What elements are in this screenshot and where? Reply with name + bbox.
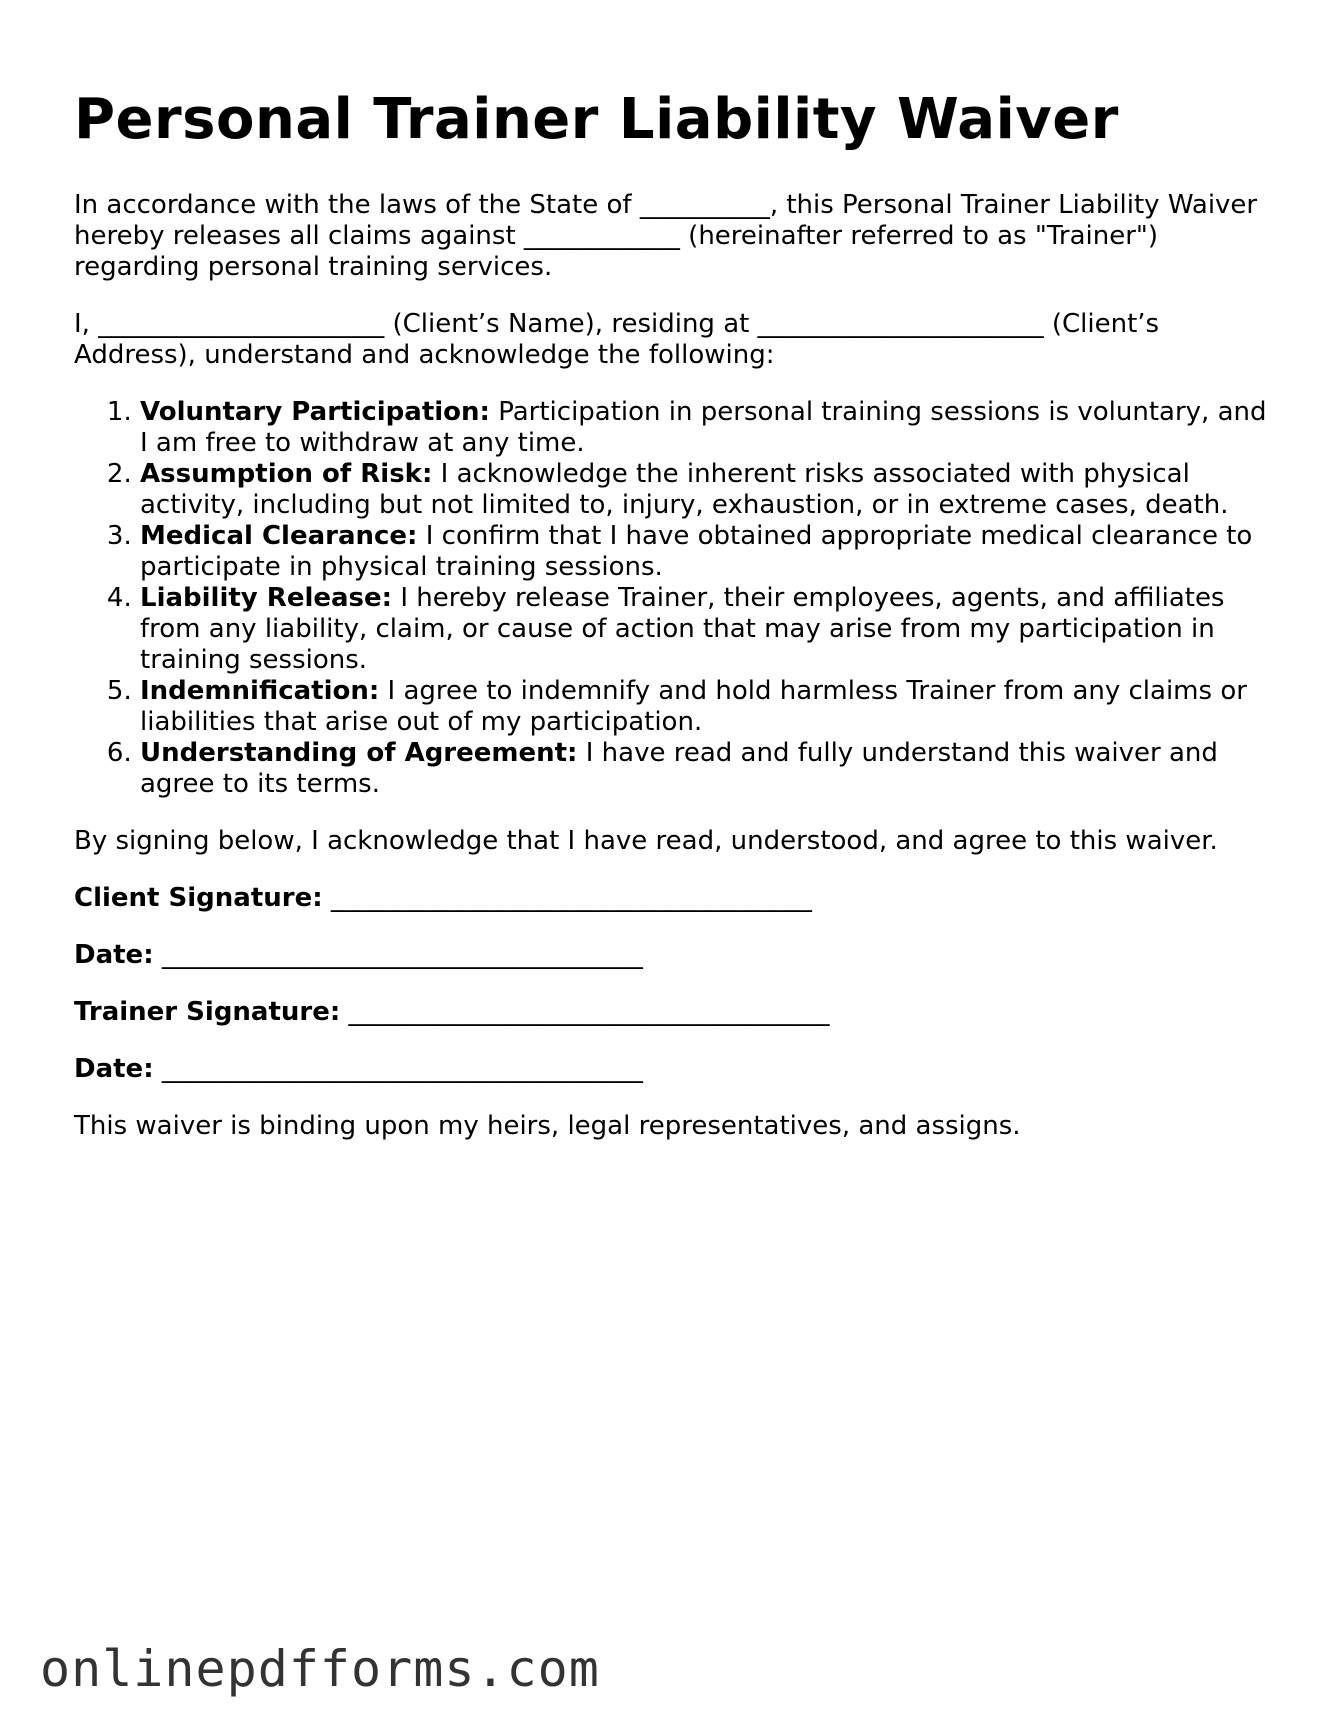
item-text: I acknowledge the inherent risks associated with physical activity, including but not limited to, injury, exhaustion, or in extreme cases, death. [140, 459, 1229, 521]
item-label: Indemnification: [140, 676, 380, 707]
terms-list [74, 397, 1274, 800]
item-label: Voluntary Participation: [140, 397, 490, 428]
client-text-2: (Client’s Name), residing at [384, 309, 758, 340]
intro-text-2: , this Personal Trainer Liability Waiver hereby releases all claims against [74, 190, 1258, 252]
item-text: I agree to indemnify and hold harmless Trainer from any claims or liabilities that arise out of my participation. [140, 676, 1247, 738]
client-signature-field[interactable]: _____________________________________ [330, 883, 812, 914]
item-label: Assumption of Risk: [140, 459, 433, 490]
client-text-3: (Client’s Address), understand and acknowledge the following: [74, 309, 1160, 371]
item-text: I have read and fully understand this waiver and agree to its terms. [140, 738, 1218, 800]
item-text: I confirm that I have obtained appropriate medical clearance to participate in physical training sessions. [140, 521, 1253, 583]
intro-text-1: In accordance with the laws of the State of [74, 190, 640, 221]
intro-text-3: (hereinafter referred to as "Trainer") regarding personal training services. [74, 221, 1158, 283]
item-text: I hereby release Trainer, their employees, agents, and affiliates from any liability, claim, or cause of action that may arise from my participation in training sessions. [140, 583, 1225, 676]
item-label: Medical Clearance: [140, 521, 418, 552]
client-address-blank[interactable]: ______________________ [757, 309, 1044, 340]
item-label: Understanding of Agreement: [140, 738, 578, 769]
item-label: Liability Release: [140, 583, 393, 614]
list-item [140, 459, 1274, 521]
client-text-1: I, [74, 309, 99, 340]
list-item [140, 676, 1274, 738]
trainer-name-blank[interactable]: ____________ [523, 221, 680, 252]
document-title: Personal Trainer Liability Waiver [74, 87, 1119, 152]
client-paragraph [74, 309, 1274, 371]
watermark: onlinepdfforms.com [40, 1640, 600, 1698]
client-signature-row [74, 883, 1274, 914]
intro-paragraph [74, 190, 1274, 283]
list-item [140, 397, 1274, 459]
list-item [140, 583, 1274, 676]
client-name-blank[interactable]: ______________________ [98, 309, 385, 340]
trainer-signature-label: Trainer Signature: [74, 997, 341, 1028]
trainer-signature-row [74, 997, 1274, 1028]
list-item [140, 521, 1274, 583]
client-date-label: Date: [74, 940, 154, 971]
trainer-signature-field[interactable]: _____________________________________ [348, 997, 830, 1028]
list-item [140, 738, 1274, 800]
state-blank[interactable]: __________ [639, 190, 770, 221]
client-date-row [74, 940, 1274, 971]
acknowledgement-text: By signing below, I acknowledge that I have read, understood, and agree to this waiver. [74, 826, 1218, 857]
trainer-date-field[interactable]: _____________________________________ [161, 1054, 643, 1085]
item-text: Participation in personal training sessions is voluntary, and I am free to withdraw at any time. [140, 397, 1267, 459]
client-date-field[interactable]: _____________________________________ [161, 940, 643, 971]
client-signature-label: Client Signature: [74, 883, 323, 914]
document-page [74, 88, 1274, 1168]
trainer-date-label: Date: [74, 1054, 154, 1085]
closing-text: This waiver is binding upon my heirs, legal representatives, and assigns. [74, 1111, 1021, 1142]
trainer-date-row [74, 1054, 1274, 1085]
